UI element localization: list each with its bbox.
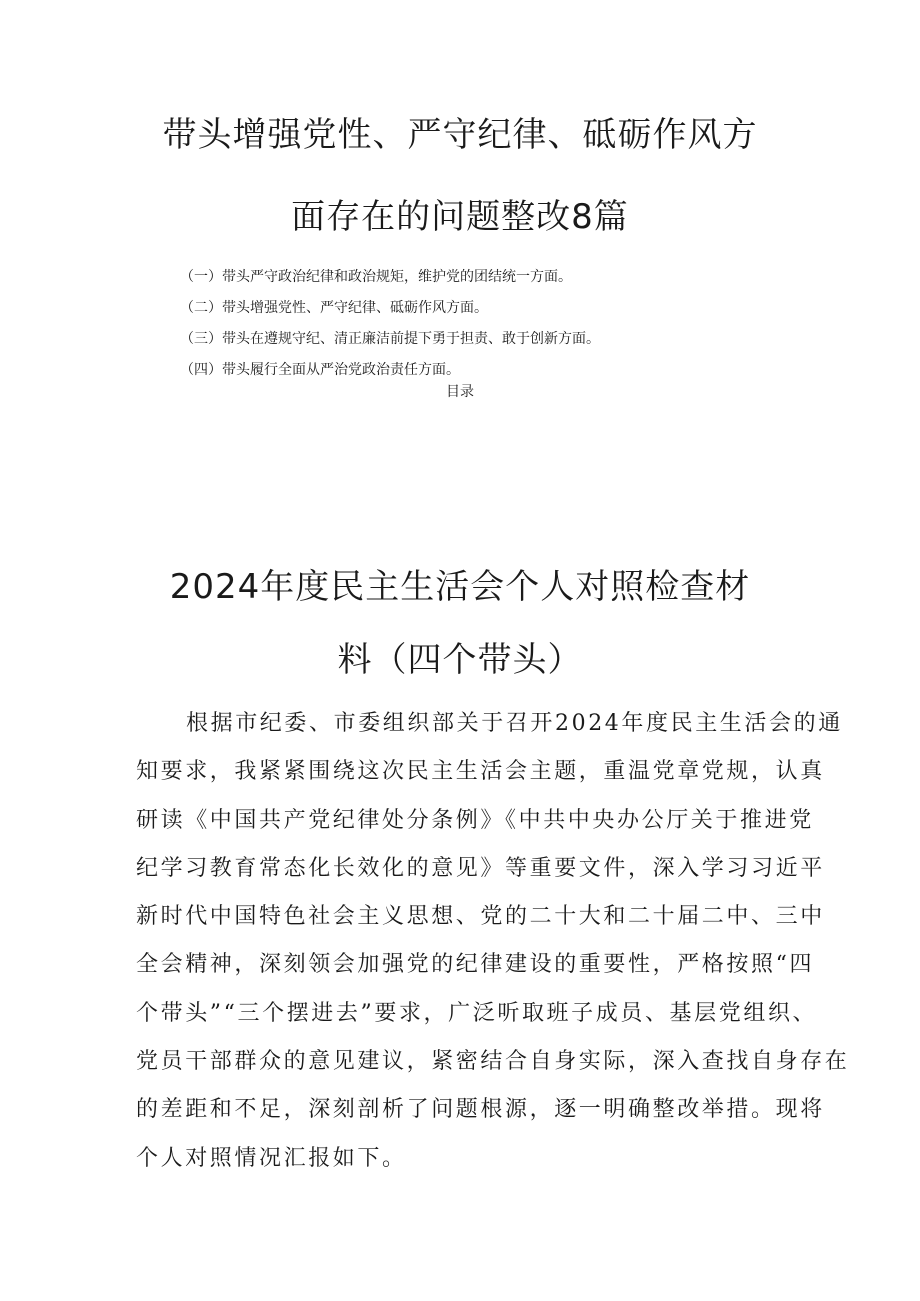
body-line: 纪学习教育常态化长效化的意见》等重要文件，深入学习习近平 — [136, 855, 825, 881]
body-line: 全会精神，深刻领会加强党的纪律建设的重要性，严格按照“四 — [136, 952, 815, 978]
toc-item-4[interactable]: （四）带头履行全面从严治党政治责任方面。 — [180, 362, 460, 378]
body-line: 知要求，我紧紧围绕这次民主生活会主题，重温党章党规，认真 — [136, 759, 825, 785]
body-line: 研读《中国共产党纪律处分条例》《中共中央办公厅关于推进党 — [136, 807, 814, 833]
body-line: 根据市纪委、市委组织部关于召开2024年度民主生活会的通 — [186, 711, 843, 736]
document-title-line-1: 带头增强党性、严守纪律、砥砺作风方 — [162, 115, 758, 155]
table-of-contents — [180, 262, 780, 386]
body-paragraph — [136, 700, 850, 1183]
document-title-line-2: 面存在的问题整改8篇 — [291, 197, 629, 237]
toc-label: 目录 — [446, 384, 474, 400]
toc-item-3[interactable]: （三）带头在遵规守纪、清正廉洁前提下勇于担责、敢于创新方面。 — [180, 331, 600, 347]
body-line: 新时代中国特色社会主义思想、党的二十大和二十届二中、三中 — [136, 904, 825, 930]
body-line: 个人对照情况汇报如下。 — [136, 1145, 407, 1171]
toc-item-2[interactable]: （二）带头增强党性、严守纪律、砥砺作风方面。 — [180, 300, 488, 316]
section-title-line-2: 料（四个带头） — [337, 640, 583, 680]
body-line: 个带头”“三个摆进去”要求，广泛听取班子成员、基层党组织、 — [136, 1000, 818, 1026]
body-line: 党员干部群众的意见建议，紧密结合自身实际，深入查找自身存在 — [136, 1049, 850, 1075]
section-title-line-1: 2024年度民主生活会个人对照检查材 — [169, 567, 751, 607]
toc-item-1[interactable]: （一）带头严守政治纪律和政治规矩，维护党的团结统一方面。 — [180, 269, 572, 285]
body-line: 的差距和不足，深刻剖析了问题根源，逐一明确整改举措。现将 — [136, 1097, 825, 1123]
